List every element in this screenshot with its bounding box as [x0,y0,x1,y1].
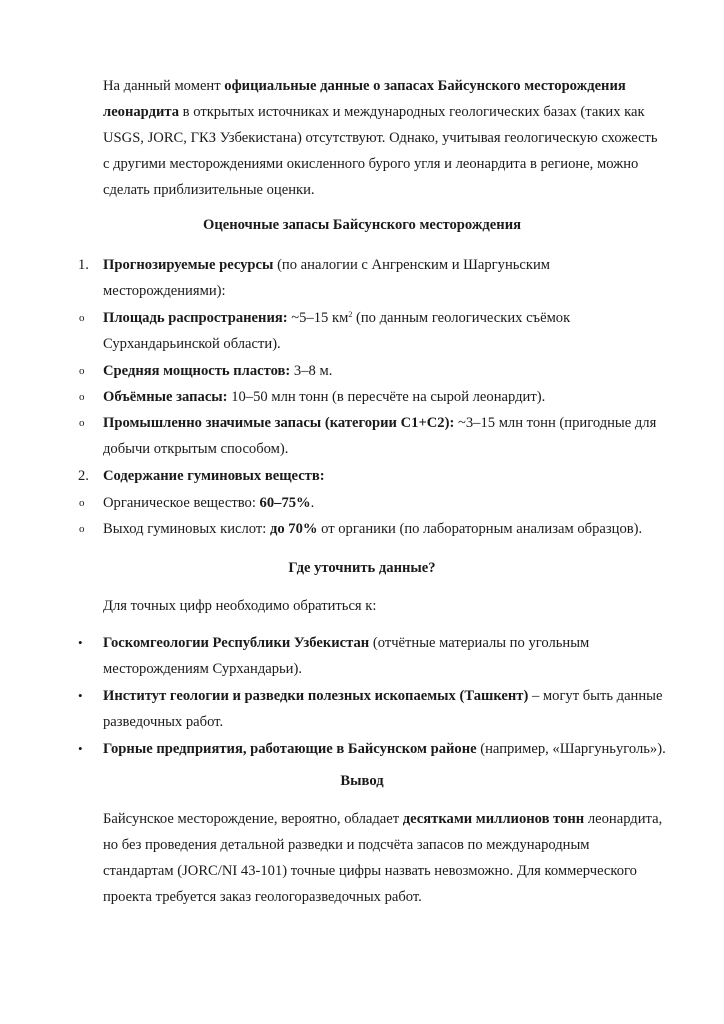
heading-estimated-reserves: Оценочные запасы Байсунского месторождения [202,217,521,233]
list-item-organic-matter: o Органическое вещество: 60–75%. [103,490,673,516]
bullet-icon: • [78,635,83,650]
list-item-mining-enterprises: • Горные предприятия, работающие в Байсунском районе (например, «Шаргуньуголь»). [103,736,673,762]
list-item-geology-institute: • Институт геологии и разведки полезных ископаемых (Ташкент) – могут быть данные разведочных работ. [103,683,673,735]
list-number: 1. [78,257,89,273]
heading-where-to-clarify: Где уточнить данные? [288,560,436,576]
circle-bullet-icon: o [79,417,85,429]
section-humic-content: 2. Содержание гуминовых веществ: [103,463,673,489]
list-item-area: o Площадь распространения: ~5–15 $км^2$ (по данным геологических съёмок Сурхандарьинской области). [103,305,673,357]
circle-bullet-icon: o [79,523,85,535]
intro-paragraph: На данный момент официальные данные о запасах Байсунского месторождения леонардита в открытых источниках и международных геологических базах (таких как USGS, JORC, ГКЗ Узбекистана) отсутствуют. Однако, учитывая геологическую схожесть с другими месторождениями окисленного бурого угля и леонардита в регионе, можно сделать приблизительные оценки. [103,78,658,198]
bullet-icon: • [78,688,83,703]
circle-bullet-icon: o [79,312,85,324]
list-item-thickness: o Средняя мощность пластов: 3–8 м. [103,358,673,384]
list-item-industrial-reserves: o Промышленно значимые запасы (категории С1+С2): ~3–15 млн тонн (пригодные для добычи открытым способом). [103,410,673,462]
heading-conclusion: Вывод [340,773,384,789]
circle-bullet-icon: o [79,391,85,403]
section-forecast-resources: 1. Прогнозируемые ресурсы (по аналогии с Ангренским и Шаргуньским месторождениями): [103,252,673,304]
list-item-volume: o Объёмные запасы: 10–50 млн тонн (в пересчёте на сырой леонардит). [103,384,673,410]
contacts-intro: Для точных цифр необходимо обратиться к: [103,598,377,614]
list-item-humic-acid-yield: o Выход гуминовых кислот: до 70% от органики (по лабораторным анализам образцов). [103,516,673,542]
conclusion-paragraph: Байсунское месторождение, вероятно, обладает десятками миллионов тонн леонардита, но без проведения детальной разведки и подсчёта запасов по международным стандартам (JORC/NI 43-101) точные цифры назвать невозможно. Для коммерческого проекта требуется заказ геологоразведочных работ. [103,811,663,905]
list-number: 2. [78,468,89,484]
circle-bullet-icon: o [79,365,85,377]
circle-bullet-icon: o [79,497,85,509]
list-item-goskomgeologii: • Госкомгеологии Республики Узбекистан (отчётные материалы по угольным месторождениям Сурхандарьи). [103,630,673,682]
bullet-icon: • [78,741,83,756]
